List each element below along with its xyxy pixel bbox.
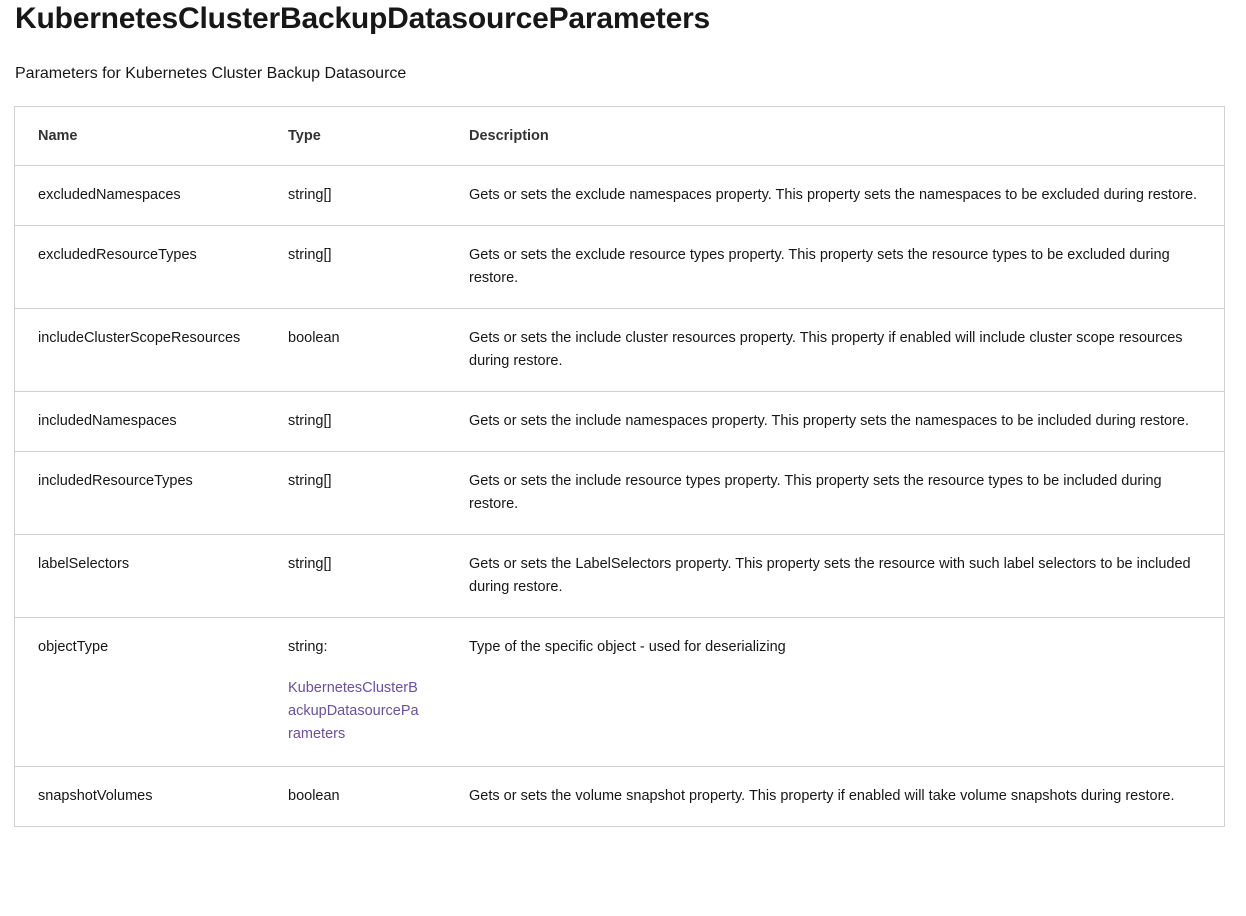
param-type-cell [265, 767, 446, 827]
param-description: Gets or sets the include cluster resources property. This property if enabled will include cluster scope resources during restore. [446, 309, 1225, 392]
table-row [15, 226, 1225, 309]
param-name: excludedResourceTypes [15, 226, 266, 309]
param-type-cell [265, 452, 446, 535]
table-header-row [15, 107, 1225, 166]
column-header-name: Name [15, 107, 266, 166]
table-row [15, 535, 1225, 618]
param-description: Gets or sets the exclude namespaces property. This property sets the namespaces to be excluded during restore. [446, 166, 1225, 226]
param-name: objectType [15, 618, 266, 767]
param-description: Gets or sets the LabelSelectors property. This property sets the resource with such label selectors to be included during restore. [446, 535, 1225, 618]
table-row [15, 166, 1225, 226]
param-name: includedNamespaces [15, 392, 266, 452]
param-type: string: [288, 639, 328, 655]
param-type: string[] [288, 187, 332, 203]
param-type: boolean [288, 788, 340, 804]
parameters-table [14, 106, 1225, 827]
table-row [15, 767, 1225, 827]
param-type-cell [265, 618, 446, 767]
param-type-cell [265, 309, 446, 392]
param-type-cell [265, 166, 446, 226]
param-name: includeClusterScopeResources [15, 309, 266, 392]
param-type: string[] [288, 473, 332, 489]
type-link[interactable]: KubernetesClusterBackupDatasourceParameters [288, 680, 419, 742]
column-header-description: Description [446, 107, 1225, 166]
param-type-cell [265, 535, 446, 618]
table-row [15, 452, 1225, 535]
param-type: string[] [288, 556, 332, 572]
param-description: Gets or sets the include resource types property. This property sets the resource types to be included during restore. [446, 452, 1225, 535]
table-row [15, 392, 1225, 452]
param-type-cell [265, 226, 446, 309]
table-row [15, 618, 1225, 767]
param-description: Gets or sets the exclude resource types property. This property sets the resource types to be excluded during restore. [446, 226, 1225, 309]
param-name: includedResourceTypes [15, 452, 266, 535]
param-description: Type of the specific object - used for deserializing [446, 618, 1225, 767]
column-header-type: Type [265, 107, 446, 166]
param-type: string[] [288, 413, 332, 429]
param-description: Gets or sets the include namespaces property. This property sets the namespaces to be included during restore. [446, 392, 1225, 452]
param-name: excludedNamespaces [15, 166, 266, 226]
param-type-cell [265, 392, 446, 452]
page-subtitle: Parameters for Kubernetes Cluster Backup Datasource [15, 65, 407, 82]
param-description: Gets or sets the volume snapshot property. This property if enabled will take volume snapshots during restore. [446, 767, 1225, 827]
param-name: snapshotVolumes [15, 767, 266, 827]
page-title: KubernetesClusterBackupDatasourceParameters [15, 2, 711, 35]
param-name: labelSelectors [15, 535, 266, 618]
param-type: boolean [288, 330, 340, 346]
table-row [15, 309, 1225, 392]
param-type: string[] [288, 247, 332, 263]
